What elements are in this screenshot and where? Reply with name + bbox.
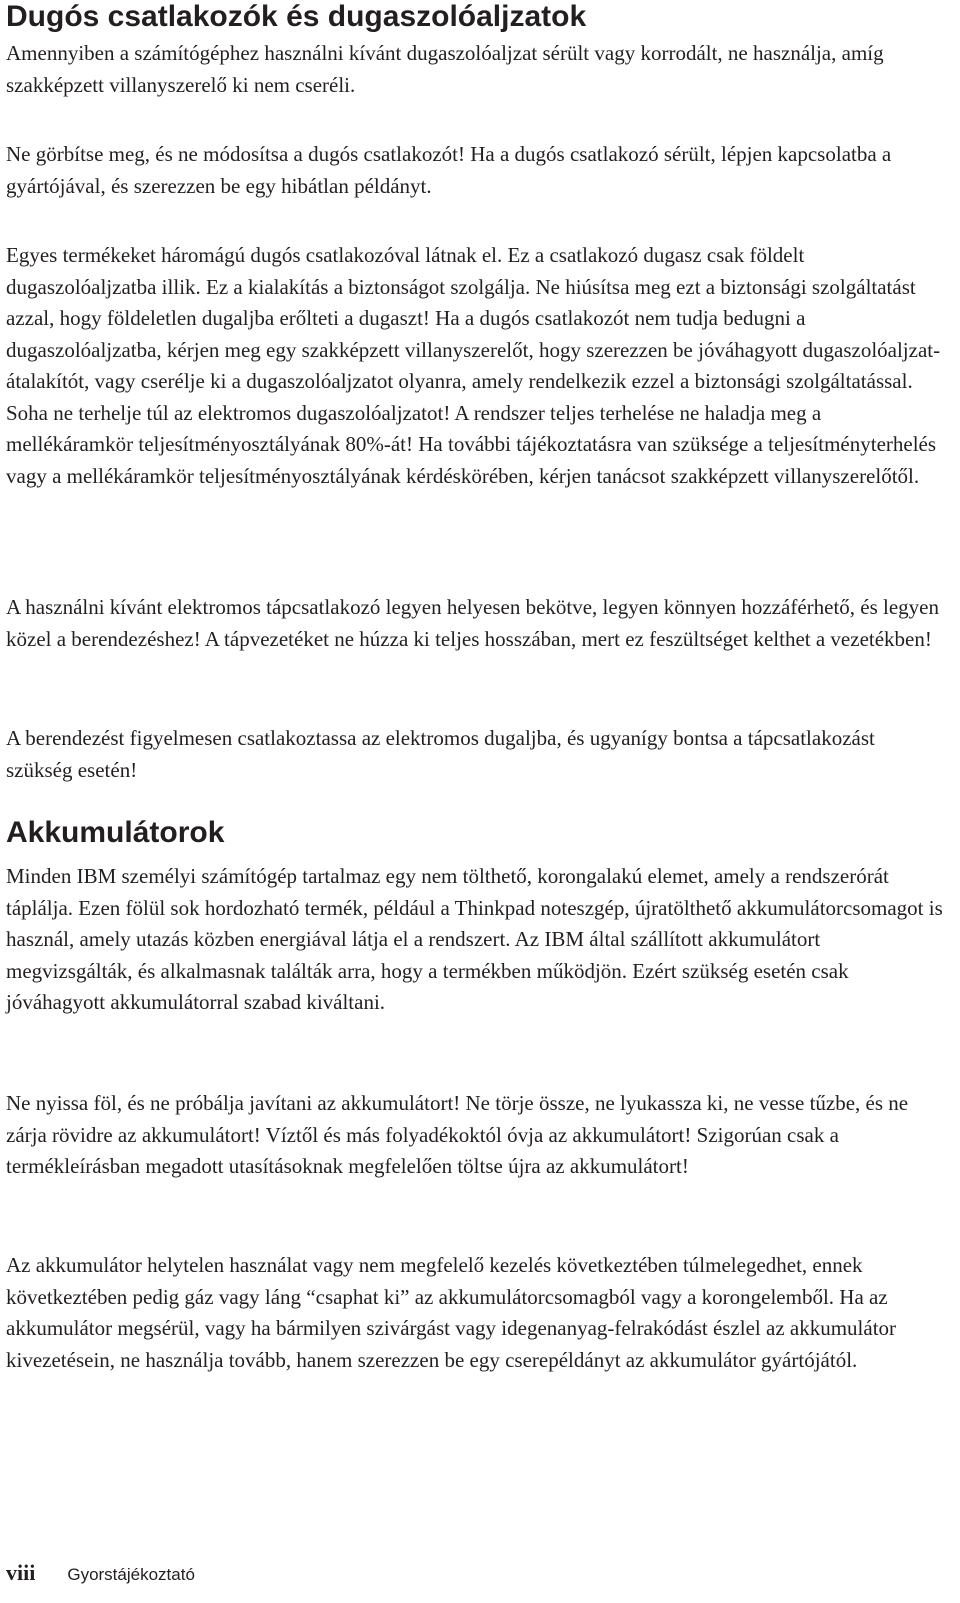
footer-title: Gyorstájékoztató	[67, 1565, 195, 1584]
page-footer	[6, 1560, 195, 1586]
paragraph: Ne görbítse meg, és ne módosítsa a dugós csatlakozót! Ha a dugós csatlakozó sérült, lépjen kapcsolatba a gyártójával, és szerezzen be egy hibátlan példányt.	[6, 142, 892, 198]
paragraph: A berendezést figyelmesen csatlakoztassa az elektromos dugaljba, és ugyanígy bontsa a tápcsatlakozást szükség esetén!	[6, 726, 875, 782]
section-heading-batteries: Akkumulátorok	[6, 816, 225, 849]
paragraph: Amennyiben a számítógéphez használni kívánt dugaszolóaljzat sérült vagy korrodált, ne használja, amíg szakképzett villanyszerelő ki nem cseréli.	[6, 41, 884, 97]
paragraph: Minden IBM személyi számítógép tartalmaz egy nem tölthető, korongalakú elemet, amely a rendszerórát táplálja. Ezen fölül sok hordozható termék, például a Thinkpad noteszgép, újratölthető akkumulátorcsomagot is használ, amely utazás közben energiával látja el a rendszert. Az IBM által szállított akkumulátort megvizsgálták, és alkalmasnak találták arra, hogy a termékben működjön. Ezért szükség esetén csak jóváhagyott akkumulátorral szabad kiváltani.	[6, 864, 943, 1014]
paragraph: Egyes termékeket háromágú dugós csatlakozóval látnak el. Ez a csatlakozó dugasz csak földelt dugaszolóaljzatba illik. Ez a kialakítás a biztonságot szolgálja. Ne hiúsítsa meg ezt a biztonsági szolgáltatást azzal, hogy földeletlen dugaljba erőlteti a dugaszt! Ha a dugós csatlakozót nem tudja bedugni a dugaszolóaljzatba, kérjen meg egy szakképzett villanyszerelőt, hogy szerezzen be jóváhagyott dugaszolóaljzat-átalakítót, vagy cserélje ki a dugaszolóaljzatot olyanra, amely rendelkezik ezzel a biztonsági szolgáltatással. Soha ne terhelje túl az elektromos dugaszolóaljzatot! A rendszer teljes terhelése ne haladja meg a mellékáramkör teljesítményosztályának 80%-át! Ha további tájékoztatásra van szüksége a teljesítményterhelés vagy a mellékáramkör teljesítményosztályának kérdéskörében, kérjen tanácsot szakképzett villanyszerelőtől.	[6, 243, 941, 488]
paragraph: A használni kívánt elektromos tápcsatlakozó legyen helyesen bekötve, legyen könnyen hozzáférhető, és legyen közel a berendezéshez! A tápvezetéket ne húzza ki teljes hosszában, mert ez feszültséget kelthet a vezetékben!	[6, 595, 940, 651]
page-number: viii	[6, 1560, 36, 1585]
section-heading-plugs-outlets: Dugós csatlakozók és dugaszolóaljzatok	[6, 0, 587, 33]
paragraph: Ne nyissa föl, és ne próbálja javítani az akkumulátort! Ne törje össze, ne lyukassza ki, ne vesse tűzbe, és ne zárja rövidre az akkumulátort! Víztől és más folyadékoktól óvja az akkumulátort! Szigorúan csak a termékleírásban megadott utasításoknak megfelelően töltse újra az akkumulátort!	[6, 1091, 909, 1178]
paragraph: Az akkumulátor helytelen használat vagy nem megfelelő kezelés következtében túlmelegedhet, ennek következtében pedig gáz vagy láng “csaphat ki” az akkumulátorcsomagból vagy a korongelemből. Ha az akkumulátor megsérül, vagy ha bármilyen szivárgást vagy idegenanyag-felrakódást észlel az akkumulátor kivezetésein, ne használja tovább, hanem szerezzen be egy cserepéldányt az akkumulátor gyártójától.	[6, 1253, 897, 1372]
